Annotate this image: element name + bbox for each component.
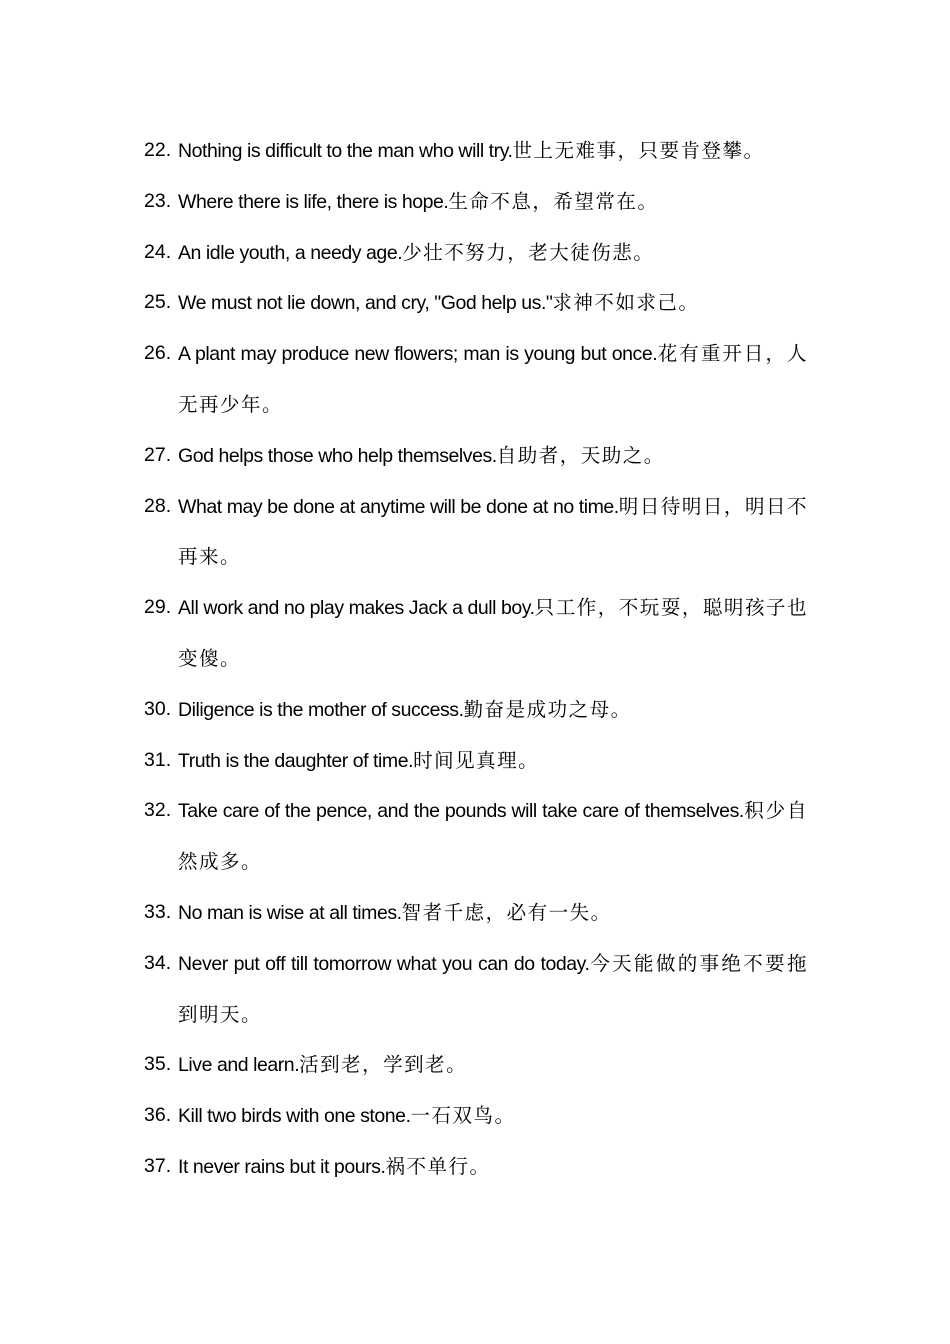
proverb-english: It never rains but it pours.: [178, 1155, 386, 1178]
proverb-chinese: 生命不息，希望常在。: [448, 189, 659, 213]
proverb-item: [144, 228, 808, 279]
proverb-english: Live and learn.: [178, 1054, 300, 1077]
proverb-list: [144, 126, 808, 1193]
proverb-chinese: 一石双鸟。: [410, 1104, 516, 1128]
proverb-english: Nothing is difficult to the man who will try.: [178, 140, 513, 162]
proverb-number: 26.: [144, 342, 172, 365]
proverb-item: [144, 431, 808, 482]
proverb-chinese: 只工作，不玩耍，聪明孩子也变傻。: [178, 596, 808, 670]
proverb-english: Kill two birds with one stone.: [178, 1105, 411, 1128]
proverb-english: Diligence is the mother of success.: [178, 698, 464, 721]
proverb-english: No man is wise at all times.: [178, 901, 402, 924]
proverb-chinese: 花有重开日，人无再少年。: [178, 342, 808, 416]
proverb-number: 27.: [144, 443, 172, 466]
proverb-chinese: 活到老，学到老。: [299, 1053, 468, 1077]
proverb-item: [144, 278, 808, 329]
proverb-item: [144, 888, 808, 939]
proverb-chinese: 祸不单行。: [385, 1154, 491, 1178]
proverb-english: God helps those who help themselves.: [178, 444, 497, 467]
proverb-item: [144, 685, 808, 736]
proverb-item: [144, 126, 808, 177]
proverb-number: 33.: [144, 900, 172, 923]
proverb-number: 29.: [144, 596, 172, 619]
proverb-english: Truth is the daughter of time.: [178, 749, 414, 772]
proverb-item: [144, 177, 808, 228]
proverb-number: 24.: [144, 240, 172, 263]
proverb-number: 31.: [144, 748, 172, 771]
proverb-number: 32.: [144, 799, 172, 822]
proverb-chinese: 明日待明日，明日不再来。: [178, 494, 808, 569]
proverb-number: 22.: [144, 139, 172, 161]
proverb-number: 25.: [144, 291, 172, 314]
proverb-item: [144, 482, 808, 584]
proverb-english: An idle youth, a needy age.: [178, 241, 403, 264]
proverb-item: [144, 1142, 808, 1193]
proverb-english: Never put off till tomorrow what you can do today.: [178, 952, 590, 975]
proverb-item: [144, 1040, 808, 1091]
proverb-number: 23.: [144, 189, 172, 212]
proverb-chinese: 世上无难事，只要肯登攀。: [512, 139, 765, 162]
proverb-number: 36.: [144, 1104, 172, 1127]
proverb-item: [144, 736, 808, 787]
proverb-chinese: 智者千虑，必有一失。: [401, 900, 612, 924]
proverb-item: [144, 329, 808, 431]
proverb-chinese: 求神不如求己。: [552, 291, 700, 315]
proverb-english: A plant may produce new flowers; man is young but once.: [178, 343, 658, 366]
proverb-chinese: 时间见真理。: [413, 748, 540, 772]
proverb-english: Take care of the pence, and the pounds will take care of themselves.: [178, 800, 744, 823]
proverb-number: 28.: [144, 494, 172, 517]
proverb-item: [144, 939, 808, 1041]
proverb-number: 35.: [144, 1053, 172, 1076]
proverb-chinese: 自助者，天助之。: [496, 443, 665, 467]
proverb-english: All work and no play makes Jack a dull boy.: [178, 597, 535, 620]
proverb-chinese: 积少自然成多。: [178, 799, 808, 874]
proverb-number: 30.: [144, 697, 172, 720]
proverb-item: [144, 583, 808, 685]
proverb-item: [144, 786, 808, 888]
proverb-chinese: 勤奋是成功之母。: [463, 697, 632, 721]
proverb-chinese: 少壮不努力，老大徒伤悲。: [402, 240, 655, 264]
proverb-chinese: 今天能做的事绝不要拖到明天。: [178, 951, 808, 1026]
proverb-number: 34.: [144, 951, 172, 974]
proverb-english: What may be done at anytime will be done at no time.: [178, 495, 619, 518]
proverb-english: Where there is life, there is hope.: [178, 190, 449, 213]
proverb-number: 37.: [144, 1154, 172, 1177]
proverb-item: [144, 1091, 808, 1142]
proverb-english: We must not lie down, and cry, "God help us.": [178, 292, 553, 315]
